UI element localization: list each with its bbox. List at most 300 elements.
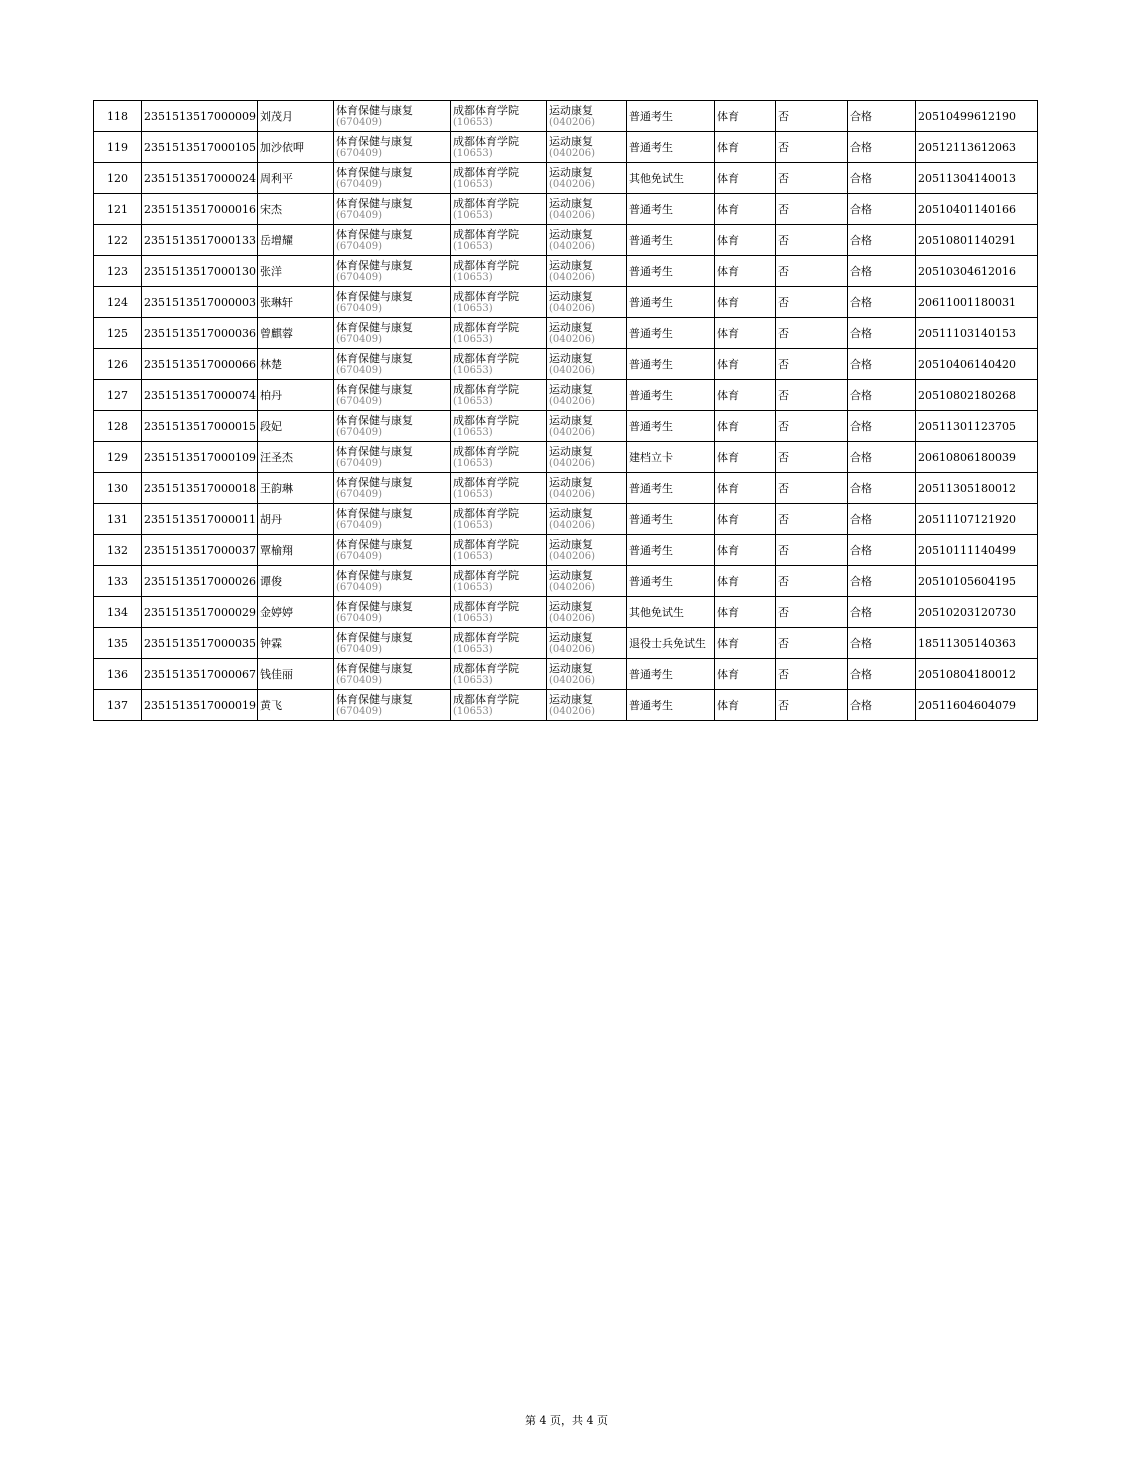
- seq-cell: 132: [94, 535, 142, 566]
- table-row: [94, 504, 1038, 535]
- name-cell: 周利平: [258, 163, 334, 194]
- target-major-cell-label: 运动康复: [549, 600, 593, 613]
- major-cell-label: 体育保健与康复: [336, 445, 413, 458]
- target-major-cell-code: (040206): [549, 582, 595, 593]
- result-cell: 合格: [848, 473, 916, 504]
- target-major-cell: [547, 380, 627, 411]
- cert-number-cell: 20511103140153: [916, 318, 1038, 349]
- seq-cell: 125: [94, 318, 142, 349]
- flag-cell: 否: [776, 132, 848, 163]
- target-major-cell-code: (040206): [549, 613, 595, 624]
- category-cell: 普通考生: [627, 473, 715, 504]
- target-major-cell: [547, 225, 627, 256]
- major-cell-code: (670409): [336, 179, 382, 190]
- cert-number-cell: 20510406140420: [916, 349, 1038, 380]
- flag-cell: 否: [776, 690, 848, 721]
- flag-cell: 否: [776, 597, 848, 628]
- cert-number-cell: 18511305140363: [916, 628, 1038, 659]
- school-cell-code: (10653): [453, 613, 493, 624]
- subject-cell: 体育: [715, 535, 776, 566]
- school-cell: [451, 101, 547, 132]
- result-cell: 合格: [848, 659, 916, 690]
- major-cell: [334, 690, 451, 721]
- candidate-id-cell: 2351513517000015: [142, 411, 258, 442]
- target-major-cell-label: 运动康复: [549, 104, 593, 117]
- seq-cell: 127: [94, 380, 142, 411]
- school-cell-label: 成都体育学院: [453, 631, 519, 644]
- target-major-cell-code: (040206): [549, 210, 595, 221]
- school-cell: [451, 194, 547, 225]
- target-major-cell: [547, 535, 627, 566]
- subject-cell: 体育: [715, 442, 776, 473]
- school-cell: [451, 349, 547, 380]
- result-cell: 合格: [848, 628, 916, 659]
- seq-cell: 124: [94, 287, 142, 318]
- major-cell: [334, 349, 451, 380]
- school-cell: [451, 380, 547, 411]
- candidate-id-cell: 2351513517000011: [142, 504, 258, 535]
- school-cell-code: (10653): [453, 272, 493, 283]
- school-cell-label: 成都体育学院: [453, 228, 519, 241]
- name-cell: 段妃: [258, 411, 334, 442]
- name-cell: 曾麒蓉: [258, 318, 334, 349]
- seq-cell: 121: [94, 194, 142, 225]
- target-major-cell-code: (040206): [549, 489, 595, 500]
- flag-cell: 否: [776, 349, 848, 380]
- target-major-cell-label: 运动康复: [549, 290, 593, 303]
- school-cell-code: (10653): [453, 241, 493, 252]
- school-cell-label: 成都体育学院: [453, 259, 519, 272]
- flag-cell: 否: [776, 504, 848, 535]
- table-row: [94, 101, 1038, 132]
- cert-number-cell: 20510499612190: [916, 101, 1038, 132]
- major-cell-code: (670409): [336, 117, 382, 128]
- cert-number-cell: 20510801140291: [916, 225, 1038, 256]
- candidate-id-cell: 2351513517000029: [142, 597, 258, 628]
- major-cell: [334, 132, 451, 163]
- major-cell-label: 体育保健与康复: [336, 538, 413, 551]
- school-cell: [451, 690, 547, 721]
- candidate-id-cell: 2351513517000016: [142, 194, 258, 225]
- target-major-cell: [547, 597, 627, 628]
- result-cell: 合格: [848, 349, 916, 380]
- major-cell-label: 体育保健与康复: [336, 135, 413, 148]
- name-cell: 金婷婷: [258, 597, 334, 628]
- target-major-cell: [547, 473, 627, 504]
- target-major-cell-code: (040206): [549, 675, 595, 686]
- major-cell: [334, 566, 451, 597]
- school-cell: [451, 411, 547, 442]
- category-cell: 普通考生: [627, 318, 715, 349]
- table-row: [94, 566, 1038, 597]
- major-cell-label: 体育保健与康复: [336, 662, 413, 675]
- result-cell: 合格: [848, 411, 916, 442]
- table-row: [94, 690, 1038, 721]
- school-cell-code: (10653): [453, 396, 493, 407]
- category-cell: 其他免试生: [627, 163, 715, 194]
- school-cell-label: 成都体育学院: [453, 321, 519, 334]
- major-cell: [334, 225, 451, 256]
- target-major-cell-code: (040206): [549, 458, 595, 469]
- cert-number-cell: 20510105604195: [916, 566, 1038, 597]
- candidate-id-cell: 2351513517000009: [142, 101, 258, 132]
- school-cell: [451, 318, 547, 349]
- target-major-cell-label: 运动康复: [549, 135, 593, 148]
- subject-cell: 体育: [715, 659, 776, 690]
- name-cell: 刘茂月: [258, 101, 334, 132]
- target-major-cell-label: 运动康复: [549, 631, 593, 644]
- target-major-cell: [547, 194, 627, 225]
- subject-cell: 体育: [715, 628, 776, 659]
- subject-cell: 体育: [715, 411, 776, 442]
- category-cell: 普通考生: [627, 659, 715, 690]
- result-cell: 合格: [848, 597, 916, 628]
- target-major-cell-label: 运动康复: [549, 569, 593, 582]
- major-cell: [334, 256, 451, 287]
- school-cell-code: (10653): [453, 520, 493, 531]
- category-cell: 普通考生: [627, 566, 715, 597]
- major-cell: [334, 318, 451, 349]
- cert-number-cell: 20510401140166: [916, 194, 1038, 225]
- name-cell: 钟霖: [258, 628, 334, 659]
- cert-number-cell: 20510111140499: [916, 535, 1038, 566]
- subject-cell: 体育: [715, 597, 776, 628]
- category-cell: 普通考生: [627, 225, 715, 256]
- major-cell: [334, 194, 451, 225]
- candidate-id-cell: 2351513517000003: [142, 287, 258, 318]
- flag-cell: 否: [776, 256, 848, 287]
- seq-cell: 123: [94, 256, 142, 287]
- target-major-cell: [547, 690, 627, 721]
- seq-cell: 128: [94, 411, 142, 442]
- flag-cell: 否: [776, 163, 848, 194]
- target-major-cell-code: (040206): [549, 427, 595, 438]
- category-cell: 其他免试生: [627, 597, 715, 628]
- table-row: [94, 442, 1038, 473]
- school-cell-code: (10653): [453, 365, 493, 376]
- major-cell-code: (670409): [336, 303, 382, 314]
- school-cell-label: 成都体育学院: [453, 662, 519, 675]
- page-footer: 第 4 页，共 4 页: [525, 1414, 608, 1427]
- name-cell: 谭俊: [258, 566, 334, 597]
- flag-cell: 否: [776, 101, 848, 132]
- result-cell: 合格: [848, 194, 916, 225]
- seq-cell: 135: [94, 628, 142, 659]
- flag-cell: 否: [776, 659, 848, 690]
- seq-cell: 137: [94, 690, 142, 721]
- result-cell: 合格: [848, 287, 916, 318]
- school-cell-code: (10653): [453, 303, 493, 314]
- major-cell: [334, 442, 451, 473]
- category-cell: 普通考生: [627, 411, 715, 442]
- school-cell: [451, 132, 547, 163]
- name-cell: 加沙依呷: [258, 132, 334, 163]
- major-cell-code: (670409): [336, 272, 382, 283]
- seq-cell: 119: [94, 132, 142, 163]
- target-major-cell: [547, 628, 627, 659]
- cert-number-cell: 20511107121920: [916, 504, 1038, 535]
- major-cell-code: (670409): [336, 706, 382, 717]
- school-cell: [451, 535, 547, 566]
- target-major-cell: [547, 349, 627, 380]
- target-major-cell: [547, 163, 627, 194]
- target-major-cell-code: (040206): [549, 551, 595, 562]
- target-major-cell-label: 运动康复: [549, 662, 593, 675]
- major-cell-label: 体育保健与康复: [336, 228, 413, 241]
- result-cell: 合格: [848, 442, 916, 473]
- major-cell: [334, 597, 451, 628]
- flag-cell: 否: [776, 225, 848, 256]
- target-major-cell-code: (040206): [549, 365, 595, 376]
- school-cell-label: 成都体育学院: [453, 600, 519, 613]
- major-cell: [334, 473, 451, 504]
- school-cell-code: (10653): [453, 675, 493, 686]
- name-cell: 钱佳丽: [258, 659, 334, 690]
- major-cell-label: 体育保健与康复: [336, 383, 413, 396]
- major-cell: [334, 628, 451, 659]
- flag-cell: 否: [776, 380, 848, 411]
- candidate-id-cell: 2351513517000037: [142, 535, 258, 566]
- school-cell-code: (10653): [453, 117, 493, 128]
- major-cell-label: 体育保健与康复: [336, 104, 413, 117]
- school-cell: [451, 473, 547, 504]
- school-cell: [451, 566, 547, 597]
- school-cell-label: 成都体育学院: [453, 197, 519, 210]
- school-cell-code: (10653): [453, 148, 493, 159]
- table-row: [94, 380, 1038, 411]
- target-major-cell-code: (040206): [549, 334, 595, 345]
- target-major-cell: [547, 256, 627, 287]
- name-cell: 张洋: [258, 256, 334, 287]
- result-cell: 合格: [848, 101, 916, 132]
- category-cell: 普通考生: [627, 101, 715, 132]
- school-cell-label: 成都体育学院: [453, 414, 519, 427]
- major-cell-label: 体育保健与康复: [336, 507, 413, 520]
- category-cell: 普通考生: [627, 504, 715, 535]
- target-major-cell-code: (040206): [549, 396, 595, 407]
- category-cell: 普通考生: [627, 132, 715, 163]
- category-cell: 普通考生: [627, 349, 715, 380]
- cert-number-cell: 20510802180268: [916, 380, 1038, 411]
- target-major-cell-code: (040206): [549, 241, 595, 252]
- school-cell-label: 成都体育学院: [453, 693, 519, 706]
- target-major-cell: [547, 101, 627, 132]
- table-body: [94, 101, 1038, 721]
- candidate-id-cell: 2351513517000109: [142, 442, 258, 473]
- subject-cell: 体育: [715, 349, 776, 380]
- candidate-id-cell: 2351513517000019: [142, 690, 258, 721]
- table-row: [94, 628, 1038, 659]
- result-cell: 合格: [848, 504, 916, 535]
- subject-cell: 体育: [715, 318, 776, 349]
- major-cell-code: (670409): [336, 427, 382, 438]
- major-cell-label: 体育保健与康复: [336, 259, 413, 272]
- result-cell: 合格: [848, 256, 916, 287]
- flag-cell: 否: [776, 473, 848, 504]
- subject-cell: 体育: [715, 225, 776, 256]
- seq-cell: 133: [94, 566, 142, 597]
- school-cell: [451, 504, 547, 535]
- major-cell-code: (670409): [336, 675, 382, 686]
- major-cell: [334, 535, 451, 566]
- school-cell-code: (10653): [453, 179, 493, 190]
- name-cell: 林楚: [258, 349, 334, 380]
- school-cell: [451, 628, 547, 659]
- result-cell: 合格: [848, 132, 916, 163]
- school-cell: [451, 597, 547, 628]
- flag-cell: 否: [776, 628, 848, 659]
- major-cell-code: (670409): [336, 458, 382, 469]
- table-row: [94, 659, 1038, 690]
- seq-cell: 134: [94, 597, 142, 628]
- candidate-id-cell: 2351513517000018: [142, 473, 258, 504]
- school-cell-label: 成都体育学院: [453, 290, 519, 303]
- seq-cell: 126: [94, 349, 142, 380]
- candidate-id-cell: 2351513517000066: [142, 349, 258, 380]
- name-cell: 汪圣杰: [258, 442, 334, 473]
- major-cell-code: (670409): [336, 396, 382, 407]
- name-cell: 岳增耀: [258, 225, 334, 256]
- seq-cell: 130: [94, 473, 142, 504]
- major-cell-label: 体育保健与康复: [336, 197, 413, 210]
- school-cell-label: 成都体育学院: [453, 507, 519, 520]
- target-major-cell: [547, 318, 627, 349]
- major-cell-label: 体育保健与康复: [336, 569, 413, 582]
- flag-cell: 否: [776, 411, 848, 442]
- result-cell: 合格: [848, 380, 916, 411]
- cert-number-cell: 20510804180012: [916, 659, 1038, 690]
- major-cell: [334, 411, 451, 442]
- result-cell: 合格: [848, 163, 916, 194]
- candidate-id-cell: 2351513517000130: [142, 256, 258, 287]
- major-cell: [334, 163, 451, 194]
- seq-cell: 131: [94, 504, 142, 535]
- target-major-cell-label: 运动康复: [549, 693, 593, 706]
- cert-number-cell: 20611001180031: [916, 287, 1038, 318]
- result-cell: 合格: [848, 690, 916, 721]
- subject-cell: 体育: [715, 566, 776, 597]
- cert-number-cell: 20510304612016: [916, 256, 1038, 287]
- target-major-cell-label: 运动康复: [549, 259, 593, 272]
- candidate-id-cell: 2351513517000035: [142, 628, 258, 659]
- target-major-cell: [547, 659, 627, 690]
- target-major-cell-label: 运动康复: [549, 507, 593, 520]
- major-cell-label: 体育保健与康复: [336, 166, 413, 179]
- major-cell: [334, 380, 451, 411]
- subject-cell: 体育: [715, 473, 776, 504]
- school-cell-label: 成都体育学院: [453, 383, 519, 396]
- result-cell: 合格: [848, 566, 916, 597]
- target-major-cell-code: (040206): [549, 520, 595, 531]
- school-cell-code: (10653): [453, 644, 493, 655]
- subject-cell: 体育: [715, 163, 776, 194]
- major-cell-label: 体育保健与康复: [336, 321, 413, 334]
- cert-number-cell: 20510203120730: [916, 597, 1038, 628]
- cert-number-cell: 20512113612063: [916, 132, 1038, 163]
- target-major-cell-label: 运动康复: [549, 352, 593, 365]
- major-cell-code: (670409): [336, 644, 382, 655]
- school-cell-label: 成都体育学院: [453, 166, 519, 179]
- school-cell-label: 成都体育学院: [453, 135, 519, 148]
- candidate-id-cell: 2351513517000133: [142, 225, 258, 256]
- target-major-cell-code: (040206): [549, 148, 595, 159]
- target-major-cell-label: 运动康复: [549, 228, 593, 241]
- major-cell-code: (670409): [336, 148, 382, 159]
- school-cell-label: 成都体育学院: [453, 538, 519, 551]
- table-row: [94, 411, 1038, 442]
- school-cell: [451, 287, 547, 318]
- target-major-cell-label: 运动康复: [549, 476, 593, 489]
- target-major-cell: [547, 287, 627, 318]
- target-major-cell: [547, 411, 627, 442]
- subject-cell: 体育: [715, 194, 776, 225]
- candidate-id-cell: 2351513517000067: [142, 659, 258, 690]
- major-cell-code: (670409): [336, 365, 382, 376]
- table-row: [94, 597, 1038, 628]
- category-cell: 普通考生: [627, 380, 715, 411]
- school-cell-label: 成都体育学院: [453, 569, 519, 582]
- major-cell-label: 体育保健与康复: [336, 414, 413, 427]
- school-cell: [451, 659, 547, 690]
- target-major-cell-label: 运动康复: [549, 197, 593, 210]
- target-major-cell-code: (040206): [549, 644, 595, 655]
- table-row: [94, 132, 1038, 163]
- target-major-cell-label: 运动康复: [549, 383, 593, 396]
- major-cell: [334, 287, 451, 318]
- target-major-cell: [547, 442, 627, 473]
- table-row: [94, 287, 1038, 318]
- candidate-id-cell: 2351513517000036: [142, 318, 258, 349]
- target-major-cell: [547, 132, 627, 163]
- target-major-cell: [547, 566, 627, 597]
- school-cell: [451, 163, 547, 194]
- school-cell: [451, 225, 547, 256]
- table-row: [94, 163, 1038, 194]
- flag-cell: 否: [776, 442, 848, 473]
- school-cell-label: 成都体育学院: [453, 445, 519, 458]
- cert-number-cell: 20511301123705: [916, 411, 1038, 442]
- major-cell: [334, 659, 451, 690]
- name-cell: 覃榆翔: [258, 535, 334, 566]
- candidate-id-cell: 2351513517000105: [142, 132, 258, 163]
- name-cell: 胡丹: [258, 504, 334, 535]
- major-cell-label: 体育保健与康复: [336, 290, 413, 303]
- subject-cell: 体育: [715, 256, 776, 287]
- school-cell-label: 成都体育学院: [453, 476, 519, 489]
- category-cell: 普通考生: [627, 690, 715, 721]
- seq-cell: 120: [94, 163, 142, 194]
- cert-number-cell: 20511604604079: [916, 690, 1038, 721]
- cert-number-cell: 20610806180039: [916, 442, 1038, 473]
- major-cell-code: (670409): [336, 551, 382, 562]
- category-cell: 退役士兵免试生: [627, 628, 715, 659]
- school-cell: [451, 442, 547, 473]
- table-row: [94, 473, 1038, 504]
- result-cell: 合格: [848, 318, 916, 349]
- target-major-cell-label: 运动康复: [549, 166, 593, 179]
- table-row: [94, 256, 1038, 287]
- target-major-cell-code: (040206): [549, 179, 595, 190]
- flag-cell: 否: [776, 194, 848, 225]
- major-cell-label: 体育保健与康复: [336, 600, 413, 613]
- school-cell-code: (10653): [453, 489, 493, 500]
- results-table: [93, 100, 1038, 721]
- result-cell: 合格: [848, 535, 916, 566]
- school-cell-code: (10653): [453, 210, 493, 221]
- seq-cell: 136: [94, 659, 142, 690]
- major-cell: [334, 504, 451, 535]
- cert-number-cell: 20511304140013: [916, 163, 1038, 194]
